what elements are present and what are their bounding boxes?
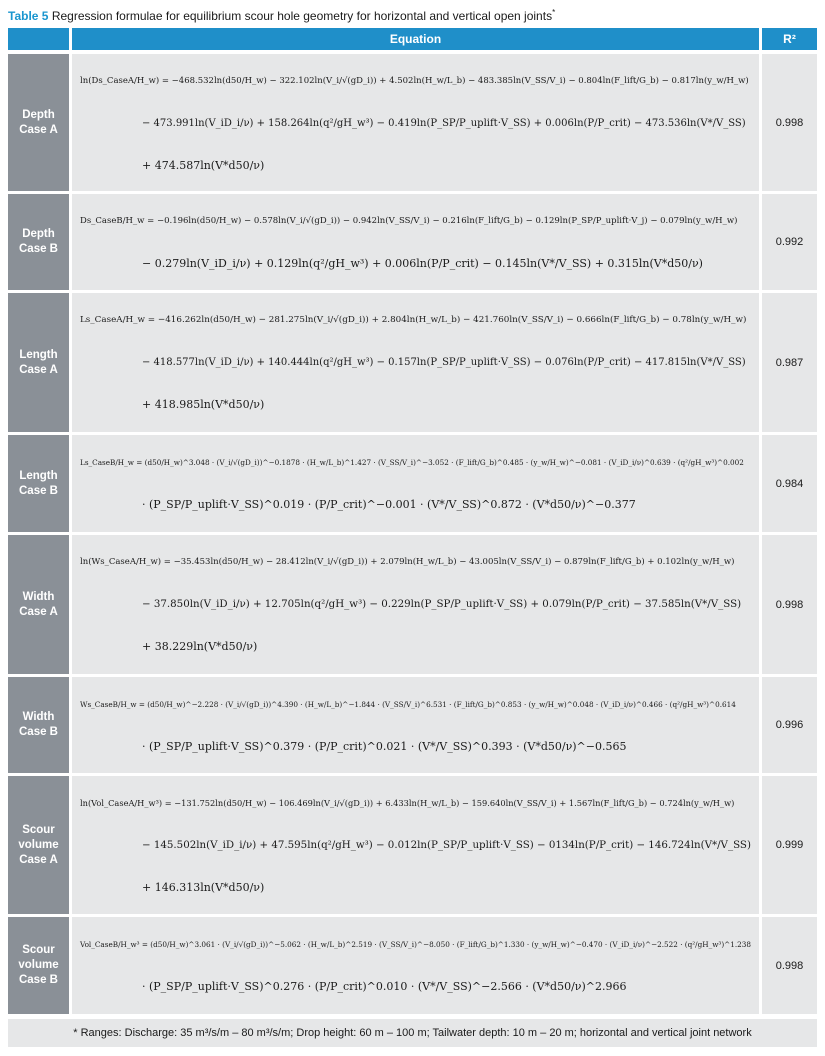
equation-line: Ls_CaseB/H_w = (d50/H_w)^3.048 · (V_i/√(gD_i))^−0.1878 · (H_w/L_b)^1.427 · (V_SS/V_i)^−3.052 · (F_lift/G_b)^0.485 · (y_w/H_w)^−0.081 · (V_iD_i/ν)^0.639 · (q²/gH_w³)^0.002 — [80, 457, 744, 467]
footnote-marker: * — [552, 8, 556, 17]
equation-line: ln(Vol_CaseA/H_w³) = −131.752ln(d50/H_w) − 106.469ln(V_i/√(gD_i)) + 6.433ln(H_w/L_b) − 159.640ln(V_SS/V_i) + 1.567ln(F_lift/G_b) − 0.724ln(y_w/H_w) — [80, 798, 735, 808]
r-squared-value: 0.996 — [762, 677, 817, 773]
r-squared-value: 0.992 — [762, 194, 817, 290]
equation-line: Vol_CaseB/H_w³ = (d50/H_w)^3.061 · (V_i/√(gD_i))^−5.062 · (H_w/L_b)^2.519 · (V_SS/V_i)^−8.050 · (F_lift/G_b)^1.330 · (y_w/H_w)^−0.470 · (V_iD_i/ν)^−2.522 · (q²/gH_w³)^1.238 — [80, 939, 751, 949]
table-row — [8, 194, 817, 290]
equation-line: Ds_CaseB/H_w = −0.196ln(d50/H_w) − 0.578ln(V_i/√(gD_i)) − 0.942ln(V_SS/V_i) − 0.216ln(F_lift/G_b) − 0.129ln(P_SP/P_uplift·V_j) − 0.079ln(y_w/H_w) — [80, 216, 738, 226]
equation-line: · (P_SP/P_uplift·V_SS)^0.379 · (P/P_crit)^0.021 · (V*/V_SS)^0.393 · (V*d50/ν)^−0.565 — [142, 739, 627, 753]
r-squared-value: 0.998 — [762, 54, 817, 191]
table-title: Regression formulae for equilibrium scour hole geometry for horizontal and vertical open joints — [51, 9, 553, 23]
equation-line: − 37.850ln(V_iD_i/ν) + 12.705ln(q²/gH_w³) − 0.229ln(P_SP/P_uplift·V_SS) + 0.079ln(P/P_crit) − 37.585ln(V*/V_SS) — [142, 598, 742, 610]
equation-line: − 145.502ln(V_iD_i/ν) + 47.595ln(q²/gH_w³) − 0.012ln(P_SP/P_uplift·V_SS) − 0134ln(P/P_crit) − 146.724ln(V*/V_SS) — [142, 839, 751, 851]
equation-cell — [72, 677, 759, 773]
table-row — [8, 535, 817, 674]
table-row — [8, 677, 817, 773]
table-caption — [8, 4, 818, 22]
row-label: Depth Case A — [8, 54, 69, 191]
equation-line: + 146.313ln(V*d50/ν) — [142, 880, 265, 894]
table-label: Table 5 — [8, 9, 49, 23]
row-label: Width Case A — [8, 535, 69, 674]
equation-cell — [72, 776, 759, 914]
r-squared-value: 0.998 — [762, 535, 817, 674]
equation-line: ln(Ws_CaseA/H_w) = −35.453ln(d50/H_w) − 28.412ln(V_i/√(gD_i)) + 2.079ln(H_w/L_b) − 43.005ln(V_SS/V_i) − 0.879ln(F_lift/G_b) + 0.102ln(y_w/H_w) — [80, 557, 735, 567]
equation-cell — [72, 535, 759, 674]
table-row — [8, 293, 817, 432]
equation-line: ln(Ds_CaseA/H_w) = −468.532ln(d50/H_w) − 322.102ln(V_i/√(gD_i)) + 4.502ln(H_w/L_b) − 483.385ln(V_SS/V_i) − 0.804ln(F_lift/G_b) − 0.817ln(y_w/H_w) — [80, 76, 749, 86]
equation-cell — [72, 917, 759, 1014]
r-squared-value: 0.999 — [762, 776, 817, 914]
table-row — [8, 776, 817, 914]
table-row — [8, 435, 817, 532]
equation-line: Ls_CaseA/H_w = −416.262ln(d50/H_w) − 281.275ln(V_i/√(gD_i)) + 2.804ln(H_w/L_b) − 421.760ln(V_SS/V_i) − 0.666ln(F_lift/G_b) − 0.78ln(y_w/H_w) — [80, 315, 747, 325]
table-row — [8, 917, 817, 1014]
equation-cell — [72, 293, 759, 432]
header-blank-cell — [8, 28, 69, 50]
equation-cell — [72, 194, 759, 290]
row-label: Length Case B — [8, 435, 69, 532]
equation-line: + 418.985ln(V*d50/ν) — [142, 397, 265, 411]
equation-line: − 0.279ln(V_iD_i/ν) + 0.129ln(q²/gH_w³) + 0.006ln(P/P_crit) − 0.145ln(V*/V_SS) + 0.315ln(V*d50/ν) — [142, 256, 703, 270]
equation-line: + 474.587ln(V*d50/ν) — [142, 158, 265, 172]
table-row — [8, 54, 817, 191]
r-squared-value: 0.987 — [762, 293, 817, 432]
row-label: Depth Case B — [8, 194, 69, 290]
r-squared-value: 0.998 — [762, 917, 817, 1014]
equation-cell — [72, 54, 759, 191]
equation-line: · (P_SP/P_uplift·V_SS)^0.019 · (P/P_crit)^−0.001 · (V*/V_SS)^0.872 · (V*d50/ν)^−0.377 — [142, 497, 636, 511]
header-r-squared: R² — [762, 28, 817, 50]
row-label: Width Case B — [8, 677, 69, 773]
equation-line: Ws_CaseB/H_w = (d50/H_w)^−2.228 · (V_i/√(gD_i))^4.390 · (H_w/L_b)^−1.844 · (V_SS/V_i)^6.531 · (F_lift/G_b)^0.853 · (y_w/H_w)^0.048 · (V_iD_i/ν)^0.466 · (q²/gH_w³)^0.614 — [80, 699, 736, 709]
row-label: Scour volume Case B — [8, 917, 69, 1014]
equation-line: − 418.577ln(V_iD_i/ν) + 140.444ln(q²/gH_w³) − 0.157ln(P_SP/P_uplift·V_SS) − 0.076ln(P/P_crit) − 417.815ln(V*/V_SS) — [142, 356, 746, 368]
equation-cell — [72, 435, 759, 532]
equation-line: − 473.991ln(V_iD_i/ν) + 158.264ln(q²/gH_w³) − 0.419ln(P_SP/P_uplift·V_SS) + 0.006ln(P/P_crit) − 473.536ln(V*/V_SS) — [142, 117, 746, 129]
row-label: Length Case A — [8, 293, 69, 432]
r-squared-value: 0.984 — [762, 435, 817, 532]
table-footnote: * Ranges: Discharge: 35 m³/s/m – 80 m³/s/m; Drop height: 60 m – 100 m; Tailwater depth: 10 m – 20 m; horizontal and vertical joint network — [8, 1019, 817, 1047]
equation-line: · (P_SP/P_uplift·V_SS)^0.276 · (P/P_crit)^0.010 · (V*/V_SS)^−2.566 · (V*d50/ν)^2.966 — [142, 979, 627, 993]
row-label: Scour volume Case A — [8, 776, 69, 914]
equation-line: + 38.229ln(V*d50/ν) — [142, 639, 258, 653]
header-equation: Equation — [72, 28, 759, 50]
